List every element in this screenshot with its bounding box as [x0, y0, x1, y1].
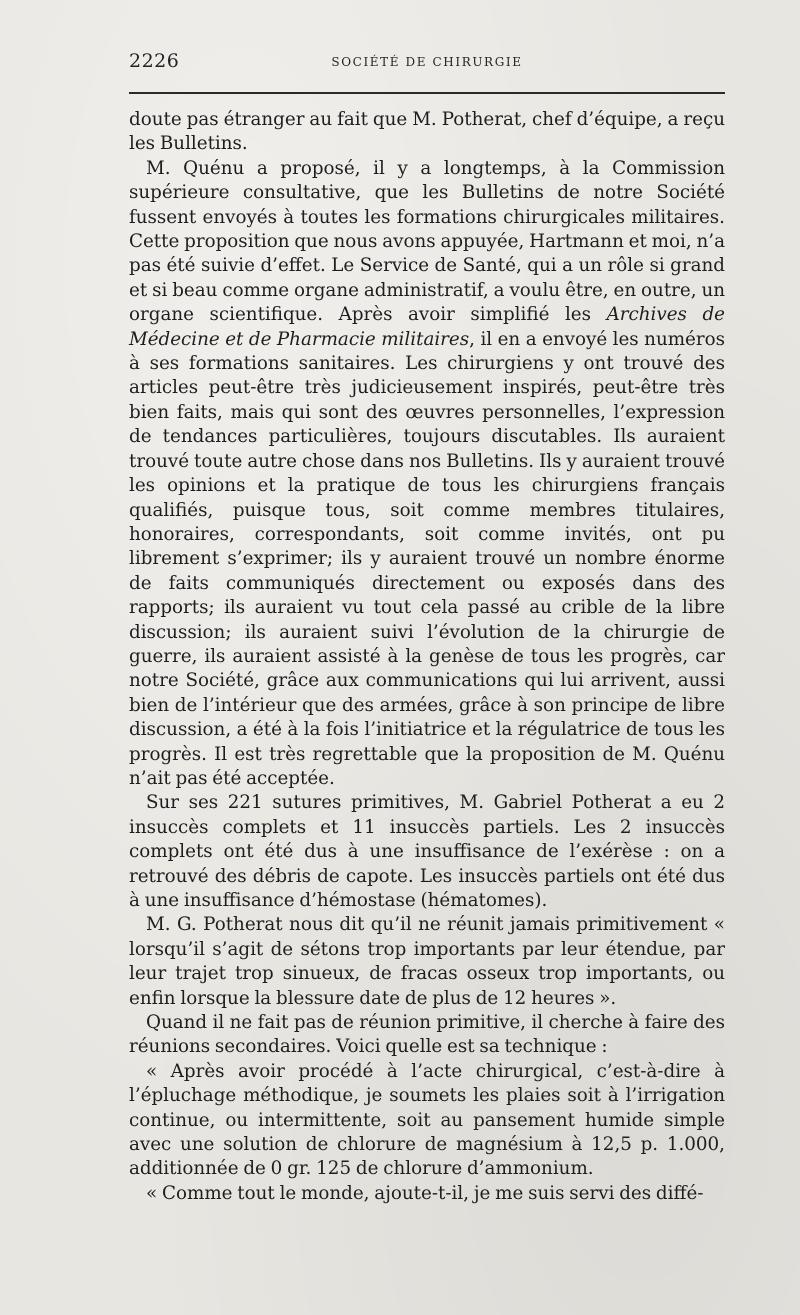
- paragraph-7: « Comme tout le monde, ajoute-t-il, je me suis servi des diffé-: [146, 1182, 704, 1204]
- running-head: [129, 50, 725, 74]
- paragraph-4: M. G. Potherat nous dit qu’il ne réunit jamais primitivement « lorsqu’il s’agit de sétons trop importants par leur étendue, par leur trajet trop sinueux, de fracas osseux trop importants, ou enfin lorsque la blessure date de plus de 12 heures ».: [129, 914, 725, 1009]
- running-title: SOCIÉTÉ DE CHIRURGIE: [331, 55, 523, 69]
- paragraph-2-text-b: , il en a envoyé les numéros à ses formations sanitaires. Les chirurgiens y ont trouvé des articles peut-être très judicieusement inspirés, peut-être très bien faits, mais qui sont des œuvres personnelles, l’expression de tendances particulières, toujours discutables. Ils auraient trouvé toute autre chose dans nos Bulletins. Ils y auraient trouvé les opinions et la pratique de tous les chirurgiens français qualifiés, puisque tous, soit comme membres titulaires, honoraires, correspondants, soit comme invités, ont pu librement s’exprimer; ils y auraient trouvé un nombre énorme de faits communiqués directement ou exposés dans des rapports; ils auraient vu tout cela passé au crible de la libre discussion; ils auraient suivi l’évolution de la chirurgie de guerre, ils auraient assisté à la genèse de tous les progrès, car notre Société, grâce aux communications qui lui arrivent, aussi bien de l’intérieur que des armées, grâce à son principe de libre discussion, a été à la fois l’initiatrice et la régulatrice de tous les progrès. Il est très regrettable que la proposition de M. Quénu n’ait pas été acceptée.: [129, 328, 726, 789]
- paragraph-2-text-a: M. Quénu a proposé, il y a longtemps, à la Commission supérieure consultative, que les Bulletins de notre Société fussent envoyés à toutes les formations chirurgicales militaires. Cette proposition que nous avons appuyée, Hartmann et moi, n’a pas été suivie d’effet. Le Service de Santé, qui a un rôle si grand et si beau comme organe administratif, a voulu être, en outre, un organe scientifique. Après avoir simplifié les: [129, 157, 725, 326]
- body-text: [129, 108, 725, 1206]
- paragraph-2: [129, 157, 725, 792]
- paragraph-6: « Après avoir procédé à l’acte chirurgical, c’est-à-dire à l’épluchage méthodique, je soumets les plaies soit à l’irrigation continue, ou intermittente, soit au pansement humide simple avec une solution de chlorure de magnésium à 12,5 p. 1.000, additionnée de 0 gr. 125 de chlorure d’ammonium.: [129, 1060, 725, 1180]
- header-rule: [129, 92, 725, 94]
- page-number: 2226: [129, 50, 180, 72]
- journal-title: Archives de Médecine et de Pharmacie militaires: [129, 304, 725, 350]
- paragraph-3: Sur ses 221 sutures primitives, M. Gabriel Potherat a eu 2 insuccès complets et 11 insuccès partiels. Les 2 insuccès complets ont été dus à une insuffisance de l’exérèse : on a retrouvé des débris de capote. Les insuccès partiels ont été dus à une insuffisance d’hémostase (hématomes).: [129, 792, 725, 911]
- paragraph-1: doute pas étranger au fait que M. Potherat, chef d’équipe, a reçu les Bulletins.: [129, 109, 725, 155]
- paragraph-5: Quand il ne fait pas de réunion primitive, il cherche à faire des réunions secondaires. Voici quelle est sa technique :: [129, 1012, 725, 1058]
